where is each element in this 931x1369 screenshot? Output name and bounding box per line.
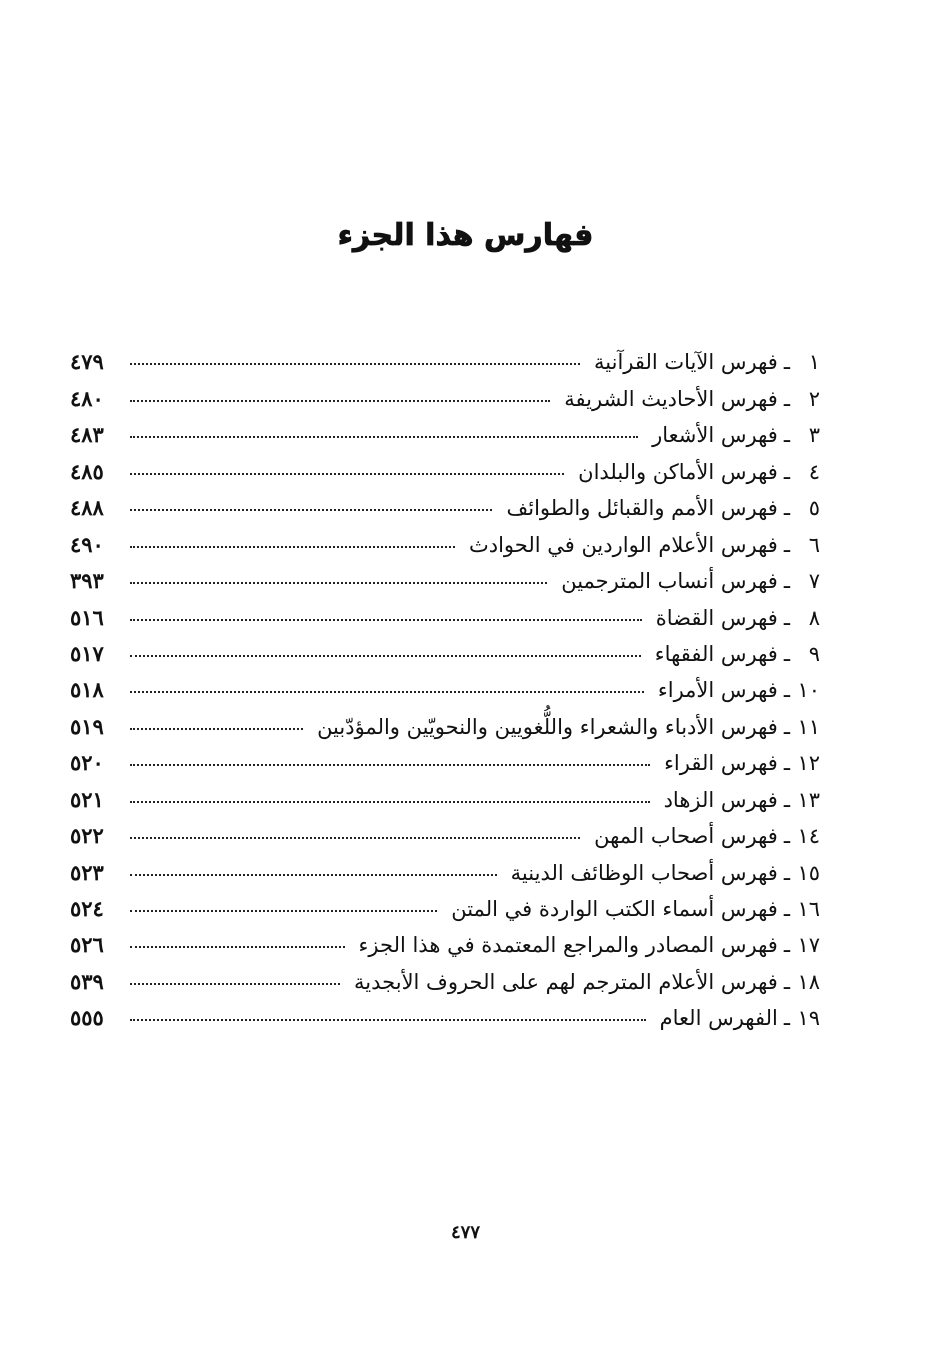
toc-item-separator: ـ bbox=[783, 678, 790, 703]
toc-item-label: فهرس الأعلام الواردين في الحوادث bbox=[468, 532, 778, 557]
toc-item-separator: ـ bbox=[783, 532, 790, 557]
toc-item-page: ٤٧٩ bbox=[70, 349, 104, 375]
toc-item-page: ٤٨٣ bbox=[70, 422, 104, 448]
toc-item-number: ١٦ bbox=[797, 897, 820, 921]
toc-row bbox=[70, 739, 820, 775]
toc-item-page: ٥٢٦ bbox=[70, 932, 104, 958]
toc-item-page: ٥١٩ bbox=[70, 713, 104, 739]
toc-item-label: فهرس القراء bbox=[664, 751, 778, 776]
toc-item-page: ٥٣٩ bbox=[70, 968, 104, 994]
table-of-contents bbox=[70, 338, 820, 1030]
dotted-leader bbox=[130, 837, 580, 839]
toc-row bbox=[70, 775, 820, 811]
toc-item-separator: ـ bbox=[783, 933, 790, 958]
toc-item-number: ٥ bbox=[808, 496, 820, 521]
toc-item-separator: ـ bbox=[783, 751, 790, 776]
toc-row bbox=[70, 520, 820, 556]
toc-item-label: فهرس الأعلام المترجم لهم على الحروف الأبجدية bbox=[354, 969, 778, 994]
toc-item-separator: ـ bbox=[783, 386, 790, 411]
toc-row bbox=[70, 666, 820, 702]
dotted-leader bbox=[130, 910, 437, 912]
toc-item-separator: ـ bbox=[783, 496, 790, 521]
toc-item-page: ٥٢٤ bbox=[70, 896, 104, 921]
toc-item-number: ١٠ bbox=[797, 678, 820, 703]
toc-item-separator: ـ bbox=[783, 605, 790, 630]
toc-item-separator: ـ bbox=[783, 824, 790, 849]
toc-row bbox=[70, 593, 820, 629]
toc-item-label: فهرس الزهاد bbox=[663, 787, 778, 812]
toc-item-label: فهرس المصادر والمراجع المعتمدة في هذا الجزء bbox=[358, 933, 778, 958]
dotted-leader bbox=[130, 946, 345, 948]
toc-item-label: فهرس أسماء الكتب الواردة في المتن bbox=[451, 897, 778, 921]
dotted-leader bbox=[130, 546, 455, 548]
dotted-leader bbox=[130, 764, 650, 766]
toc-row bbox=[70, 411, 820, 447]
dotted-leader bbox=[130, 619, 642, 621]
toc-item-number: ٧ bbox=[808, 569, 820, 594]
toc-item-number: ٤ bbox=[808, 459, 820, 484]
toc-item-number: ٦ bbox=[808, 532, 820, 557]
toc-row bbox=[70, 338, 820, 374]
toc-item-label: فهرس أصحاب المهن bbox=[594, 824, 778, 849]
toc-item-number: ١١ bbox=[797, 714, 820, 739]
toc-item-number: ١٧ bbox=[797, 933, 820, 958]
toc-item-number: ٨ bbox=[808, 605, 820, 630]
toc-row bbox=[70, 957, 820, 993]
toc-item-page: ٤٨٨ bbox=[70, 495, 104, 521]
dotted-leader bbox=[130, 801, 650, 803]
dotted-leader bbox=[130, 874, 497, 876]
toc-item-label: فهرس القضاة bbox=[655, 605, 778, 630]
dotted-leader bbox=[130, 473, 564, 475]
toc-item-number: ١٤ bbox=[797, 824, 820, 849]
dotted-leader bbox=[130, 436, 638, 438]
toc-item-page: ٥١٧ bbox=[70, 640, 104, 666]
toc-item-page: ٥٢٢ bbox=[70, 823, 104, 849]
toc-item-number: ١٣ bbox=[797, 787, 820, 812]
toc-item-label: فهرس الآيات القرآنية bbox=[594, 350, 778, 375]
toc-row bbox=[70, 921, 820, 957]
toc-item-number: ١٥ bbox=[797, 860, 820, 885]
toc-item-separator: ـ bbox=[783, 1006, 790, 1031]
toc-item-separator: ـ bbox=[783, 714, 790, 739]
toc-item-label: فهرس الأشعار bbox=[652, 423, 778, 448]
toc-item-label: فهرس الأمراء bbox=[657, 678, 778, 703]
toc-item-number: ١٩ bbox=[797, 1006, 820, 1031]
toc-item-number: ٣ bbox=[808, 423, 820, 448]
page-title: فهارس هذا الجزء bbox=[337, 218, 594, 253]
toc-row bbox=[70, 557, 820, 593]
dotted-leader bbox=[130, 400, 550, 402]
toc-item-separator: ـ bbox=[783, 569, 790, 594]
toc-item-page: ٥٢٠ bbox=[70, 750, 104, 776]
toc-item-label: الفهرس العام bbox=[659, 1006, 778, 1031]
toc-row bbox=[70, 374, 820, 410]
toc-item-page: ٥٢١ bbox=[70, 786, 104, 812]
toc-row bbox=[70, 885, 820, 921]
toc-row bbox=[70, 447, 820, 483]
toc-row bbox=[70, 630, 820, 666]
toc-item-page: ٥٥٥ bbox=[70, 1005, 104, 1031]
toc-item-number: ١٨ bbox=[797, 969, 820, 994]
toc-row bbox=[70, 848, 820, 884]
toc-row bbox=[70, 994, 820, 1030]
dotted-leader bbox=[130, 655, 641, 657]
toc-item-separator: ـ bbox=[783, 350, 790, 375]
toc-row bbox=[70, 812, 820, 848]
dotted-leader bbox=[130, 691, 644, 693]
toc-item-page: ٤٨٥ bbox=[70, 458, 104, 484]
toc-item-separator: ـ bbox=[783, 641, 790, 666]
toc-item-label: فهرس الأحاديث الشريفة bbox=[564, 386, 778, 411]
toc-item-label: فهرس الأمم والقبائل والطوائف bbox=[506, 496, 778, 521]
dotted-leader bbox=[130, 983, 340, 985]
toc-item-page: ٥١٨ bbox=[70, 677, 104, 703]
toc-item-page: ٤٨٠ bbox=[70, 385, 104, 411]
toc-item-separator: ـ bbox=[783, 969, 790, 994]
toc-item-separator: ـ bbox=[783, 423, 790, 448]
toc-item-label: فهرس أنساب المترجمين bbox=[561, 569, 778, 594]
toc-item-page: ٤٩٠ bbox=[70, 531, 104, 557]
toc-item-page: ٥٢٣ bbox=[70, 859, 104, 885]
toc-item-label: فهرس الأدباء والشعراء واللُّغويين والنحويّين والمؤدّبين bbox=[317, 714, 778, 739]
page-number: ٤٧٧ bbox=[450, 1222, 480, 1243]
toc-item-separator: ـ bbox=[783, 459, 790, 484]
toc-item-separator: ـ bbox=[783, 897, 790, 921]
toc-item-label: فهرس الفقهاء bbox=[654, 641, 778, 666]
dotted-leader bbox=[130, 728, 303, 730]
toc-row bbox=[70, 484, 820, 520]
toc-item-page: ٥١٦ bbox=[70, 604, 104, 630]
dotted-leader bbox=[130, 582, 547, 584]
dotted-leader bbox=[130, 509, 492, 511]
toc-item-separator: ـ bbox=[783, 860, 790, 885]
toc-row bbox=[70, 702, 820, 738]
toc-item-number: ١٢ bbox=[797, 751, 820, 776]
toc-item-label: فهرس الأماكن والبلدان bbox=[578, 459, 778, 484]
toc-item-number: ٢ bbox=[808, 386, 820, 411]
toc-item-page: ٣٩٣ bbox=[70, 568, 104, 594]
toc-item-separator: ـ bbox=[783, 787, 790, 812]
toc-item-number: ١ bbox=[808, 350, 820, 375]
dotted-leader bbox=[130, 363, 580, 365]
toc-item-number: ٩ bbox=[808, 641, 820, 666]
dotted-leader bbox=[130, 1019, 646, 1021]
toc-item-label: فهرس أصحاب الوظائف الدينية bbox=[510, 860, 778, 885]
